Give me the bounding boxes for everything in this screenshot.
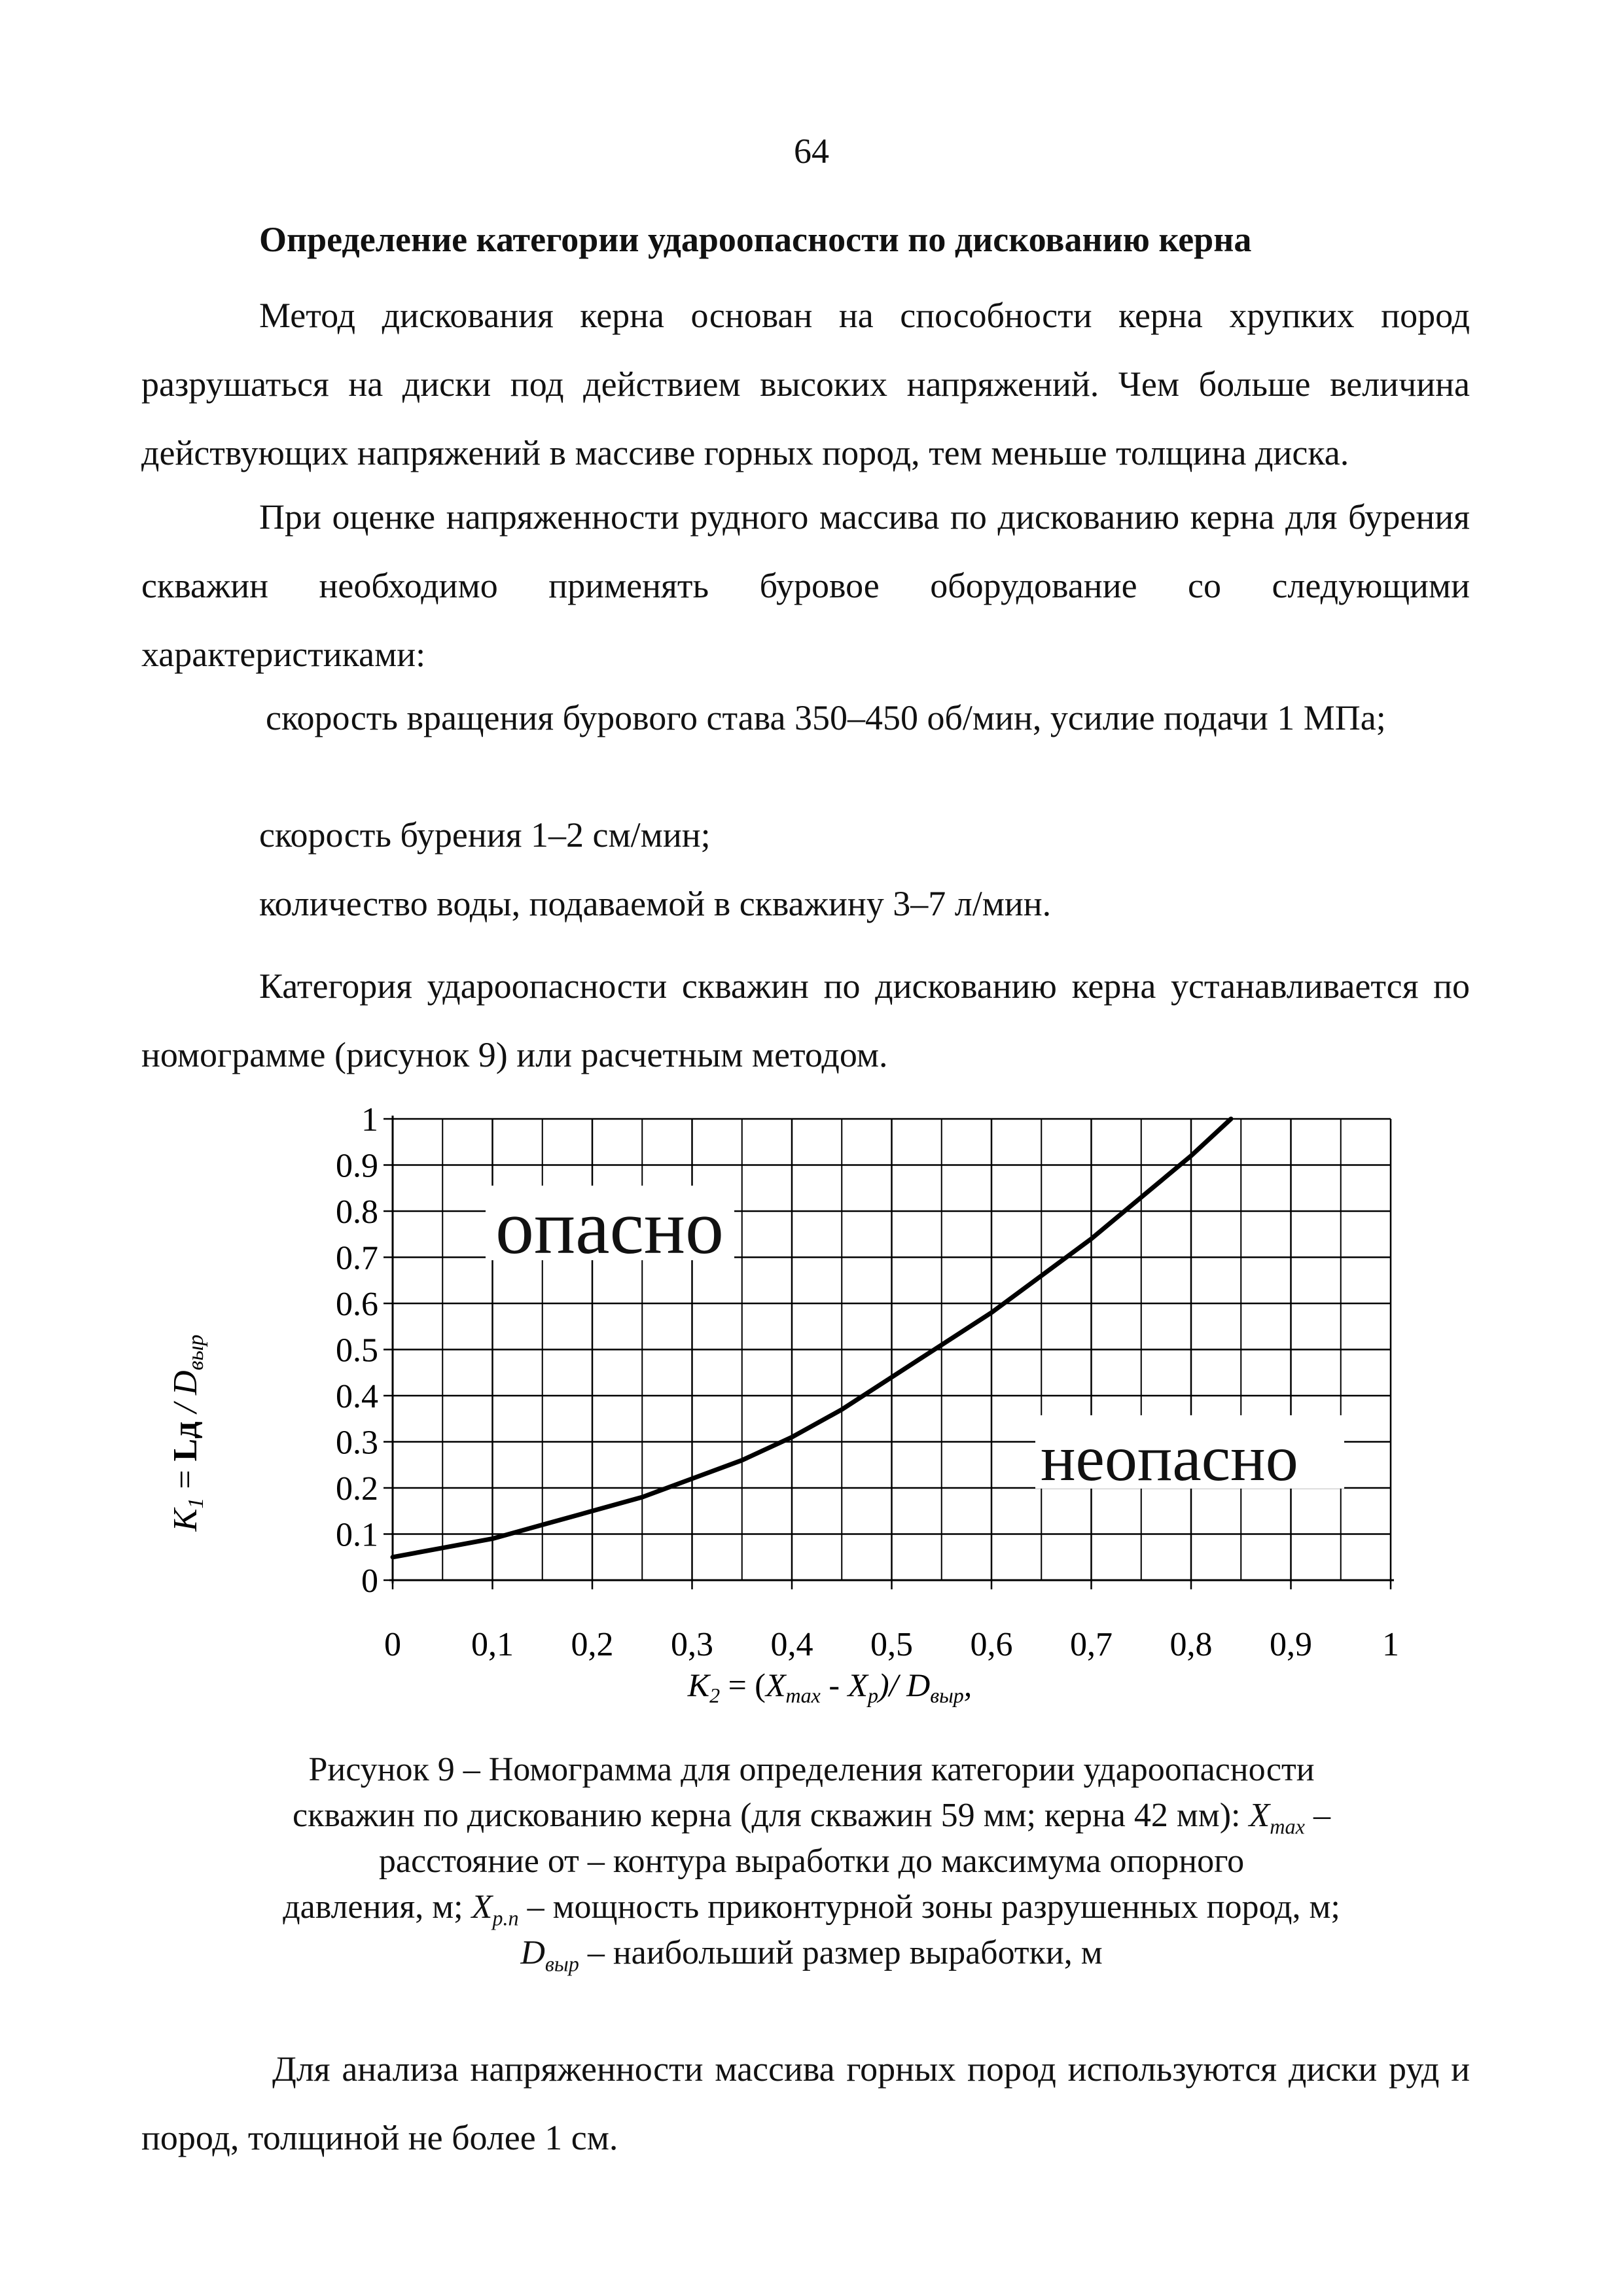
x-axis-x: X (765, 1667, 786, 1703)
paragraph-1-text: Метод дискования керна основан на способности керна хрупких пород разрушаться на диски под действием высоких напряжений. Чем больше величина действующих напряжений в массиве горных пород, тем меньше толщина диска. (141, 296, 1470, 472)
x-tick-label: 0,2 (571, 1626, 614, 1663)
caption-xmax: X (1249, 1797, 1270, 1834)
y-tick-label: 0.4 (336, 1378, 378, 1415)
y-axis-k1-sub: 1 (184, 1497, 208, 1509)
caption-xpn: X (471, 1888, 493, 1926)
svg-text:K1 = Lд / Dвыр (167, 1335, 208, 1532)
caption-line-1: Рисунок 9 – Номограмма для определения категории удароопасности (308, 1751, 1315, 1788)
x-axis-label (687, 1667, 972, 1707)
x-axis-max-sub: max (785, 1684, 821, 1707)
y-tick-label: 1 (361, 1101, 378, 1139)
x-axis-p-sub: p (868, 1684, 879, 1707)
paragraph-2-text: При оценке напряженности рудного массива по дискованию керна для бурения скважин необходимо применять буровое оборудование со следующими характеристиками: (141, 497, 1470, 674)
y-tick-label: 0.2 (336, 1470, 378, 1508)
y-axis-k1: K (167, 1508, 204, 1532)
x-axis-k2-sub: 2 (709, 1684, 721, 1707)
caption-line-3: расстояние от – контура выработки до максимума опорного (378, 1843, 1245, 1880)
caption-xmax-sub: max (1270, 1814, 1305, 1839)
page-number: 64 (794, 132, 829, 171)
paragraph-3-text: Категория удароопасности скважин по дискованию керна устанавливается по номограмме (рисунок 9) или расчетным методом. (141, 966, 1470, 1074)
x-axis-xp: X (847, 1667, 868, 1703)
x-tick-label: 0,7 (1070, 1626, 1113, 1663)
x-tick-label: 0,6 (970, 1626, 1013, 1663)
y-tick-label: 0.3 (336, 1424, 378, 1462)
paragraph-4-text: Для анализа напряженности массива горных пород используются диски руд и пород, толщиной не более 1 см. (141, 2049, 1470, 2157)
x-tick-label: 0,4 (770, 1626, 813, 1663)
x-axis-vyr-sub: выр (930, 1684, 964, 1707)
x-axis-eq: = ( (720, 1667, 766, 1703)
x-axis-comma: , (963, 1667, 972, 1703)
list-item-2: скорость бурения 1–2 см/мин; (259, 815, 711, 855)
section-heading: Определение категории удароопасности по дискованию керна (259, 220, 1252, 259)
x-tick-label: 0,8 (1169, 1626, 1213, 1663)
x-tick-label: 0,5 (870, 1626, 913, 1663)
region-label-dangerous: опасно (495, 1184, 724, 1270)
y-axis-dvyr-sub: выр (184, 1334, 208, 1371)
y-axis-eq: = (167, 1461, 204, 1498)
y-tick-label: 0.1 (336, 1516, 378, 1554)
x-tick-label: 0,1 (471, 1626, 514, 1663)
y-tick-label: 0.7 (336, 1239, 378, 1277)
caption-dvyr: D (520, 1934, 545, 1971)
x-axis-div: )/ D (878, 1667, 931, 1703)
caption-line-5b: – наибольший размер выработки, м (579, 1934, 1103, 1971)
y-axis-ld: Lд (167, 1421, 204, 1462)
x-axis-k2: K (687, 1667, 710, 1703)
caption-line-2b: – (1304, 1797, 1330, 1834)
paragraph-4 (141, 2035, 1470, 2172)
y-axis-slash: / D (167, 1370, 204, 1422)
caption-line-4a: давления, м; (283, 1888, 472, 1926)
list-item-3: количество воды, подаваемой в скважину 3–7 л/мин. (259, 884, 1052, 923)
y-tick-label: 0.8 (336, 1193, 378, 1231)
caption-line-2a: скважин по дискованию керна (для скважин 59 мм; керна 42 мм): (293, 1797, 1249, 1834)
x-tick-label: 0,9 (1270, 1626, 1312, 1663)
x-axis-minus: - (820, 1667, 848, 1703)
region-label-safe: неопасно (1041, 1422, 1298, 1494)
x-tick-label: 0 (384, 1626, 401, 1663)
y-axis-label (167, 1335, 208, 1532)
y-tick-label: 0.6 (336, 1286, 378, 1323)
list-item-1-text: скорость вращения бурового става 350–450 об/мин, усилие подачи 1 МПа; (266, 698, 1386, 737)
caption-dvyr-sub: выр (544, 1952, 579, 1976)
x-tick-label: 0,3 (671, 1626, 713, 1663)
caption-xpn-sub: р.п (492, 1906, 519, 1930)
caption-line-5 (0, 1930, 1623, 1987)
caption-line-4b: – мощность приконтурной зоны разрушенных пород, м; (518, 1888, 1340, 1926)
y-tick-label: 0.9 (336, 1147, 378, 1185)
x-tick-label: 1 (1382, 1626, 1399, 1663)
y-tick-label: 0.5 (336, 1332, 378, 1369)
y-tick-label: 0 (361, 1563, 378, 1600)
